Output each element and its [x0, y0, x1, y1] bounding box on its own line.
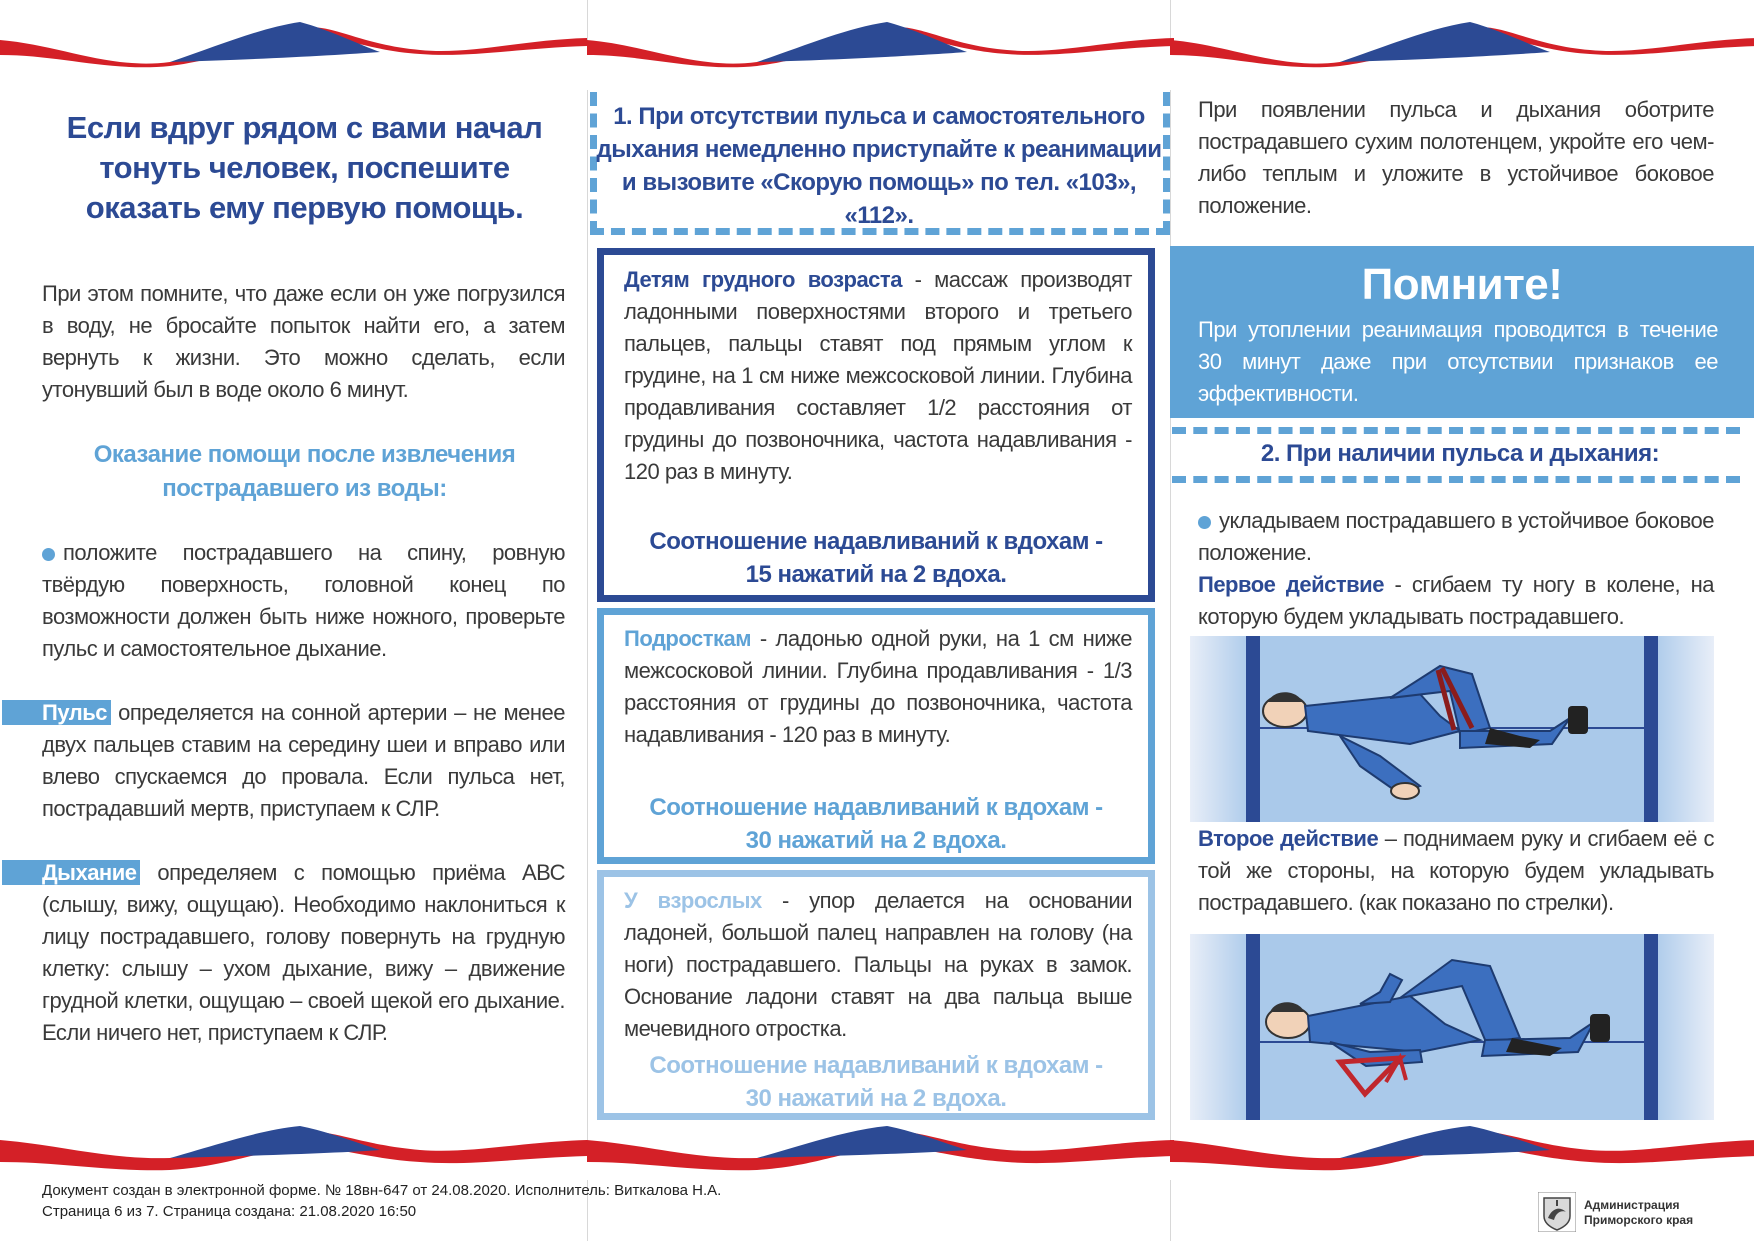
step2-lead: Второе действие — [1198, 826, 1379, 851]
breath-tag: Дыхание — [2, 860, 140, 885]
teens-ratio — [604, 791, 1148, 857]
teens-lead: Подросткам — [624, 626, 752, 651]
adults-lead: У взрослых — [624, 888, 762, 913]
step2-paragraph — [1198, 823, 1714, 919]
adults-paragraph — [624, 885, 1132, 1045]
step2-text: – поднимаем руку и сгибаем её с той же стороны, на которую будем укладывать пострадавшего. (как показано по стрелки). — [1198, 826, 1715, 915]
col1-intro — [42, 278, 565, 406]
top-wave-decoration — [0, 0, 1754, 90]
recovery-position-step1-illustration — [1190, 636, 1714, 822]
footer-line2: Страница 6 из 7. Страница создана: 21.08.2020 16:50 — [42, 1203, 417, 1220]
infants-lead: Детям грудного возраста — [624, 267, 902, 292]
remember-box — [1170, 246, 1754, 418]
teens-ratio-line1: Соотношение надавливаний к вдохам - — [649, 794, 1103, 821]
pulse-text: определяется на сонной артерии – не менее двух пальцев ставим на середину шеи и вправо или влево спускаемся до провала. Если пульса нет, пострадавший мертв, приступаем к СЛР. — [42, 700, 565, 821]
adults-ratio-line2: 30 нажатий на 2 вдоха. — [745, 1085, 1007, 1112]
breath-text: определяем с помощью приёма АВС (слышу, вижу, ощущаю). Необходимо наклониться к лицу пострадавшего, голову повернуть на грудную клетку: слышу – ухом дыхание, вижу – движение грудной клетки, ощущаю – своей щекой его дыхание. Если ничего нет, приступаем к СЛР. — [42, 860, 565, 1045]
col1-intro-text: При этом помните, что даже если он уже погрузился в воду, не бросайте попыток найти его, а затем вернуть к жизни. Это можно сделать, если утонувший был в воде около 6 минут. — [42, 281, 565, 402]
adults-ratio — [604, 1049, 1148, 1115]
infants-paragraph — [624, 264, 1132, 488]
infants-frame — [597, 248, 1155, 602]
infants-ratio — [604, 525, 1148, 591]
breath-paragraph — [42, 857, 565, 1049]
bullet-dot-icon — [42, 548, 55, 561]
teens-paragraph — [624, 623, 1132, 751]
col3-intro — [1198, 94, 1714, 222]
fold-line-2 — [1170, 0, 1171, 1241]
col1-subtitle: Оказание помощи после извлечения пострадавшего из воды: — [93, 441, 516, 502]
infants-ratio-line2: 15 нажатий на 2 вдоха. — [745, 561, 1007, 588]
teens-frame — [597, 608, 1155, 864]
col1-title: Если вдруг рядом с вами начал тонуть человек, поспешите оказать ему первую помощь. — [66, 110, 543, 225]
recovery-position-step2-illustration — [1190, 934, 1714, 1120]
fold-line-1 — [587, 0, 588, 1241]
pulse-tag: Пульс — [2, 700, 111, 725]
teens-text: - ладонью одной руки, на 1 см ниже межсосковой линии. Глубина продавливания - 1/3 расстояния от грудины до позвоночника, частота надавливания - 120 раз в минуту. — [624, 626, 1132, 747]
pulse-paragraph — [42, 697, 565, 825]
remember-text: При утоплении реанимация проводится в течение 30 минут даже при отсутствии признаков ее эффективности. — [1198, 317, 1718, 406]
teens-ratio-line2: 30 нажатий на 2 вдоха. — [745, 827, 1007, 854]
step1-paragraph — [1198, 569, 1714, 633]
col3-bullet-text: укладываем пострадавшего в устойчивое боковое положение. — [1198, 508, 1714, 565]
adults-frame — [597, 870, 1155, 1120]
col2-heading: 1. При отсутствии пульса и самостоятельного дыхания немедленно приступайте к реанимации и вызовите «Скорую помощь» по тел. «103», «112». — [596, 103, 1162, 229]
adults-text: - упор делается на основании ладоней, большой палец направлен на голову (на ноги) пострадавшего. Пальцы на руках в замок. Основание ладони ставят на два пальца выше мечевидного отростка. — [624, 888, 1132, 1041]
infants-ratio-line1: Соотношение надавливаний к вдохам - — [649, 528, 1103, 555]
logo-line1: Администрация — [1584, 1198, 1680, 1212]
logo-line2: Приморского края — [1584, 1213, 1694, 1227]
step1-lead: Первое действие — [1198, 572, 1384, 597]
col3-bullet-paragraph — [1198, 505, 1714, 569]
coat-of-arms-logo-icon — [1538, 1192, 1576, 1232]
bullet-dot-icon — [1198, 516, 1211, 529]
col3-heading: 2. При наличии пульса и дыхания: — [1260, 440, 1660, 467]
col1-bullet-text: положите пострадавшего на спину, ровную твёрдую поверхность, головной конец по возможности должен быть ниже ножного, проверьте пульс и самостоятельное дыхание. — [42, 540, 565, 661]
col1-bullet-paragraph — [42, 537, 565, 665]
document-footer — [42, 1180, 721, 1222]
adults-ratio-line1: Соотношение надавливаний к вдохам - — [649, 1052, 1103, 1079]
remember-title: Помните! — [1361, 260, 1563, 309]
logo-caption — [1584, 1198, 1693, 1228]
footer-line1: Документ создан в электронной форме. № 18вн-647 от 24.08.2020. Исполнитель: Виткалова Н.А. — [42, 1182, 722, 1199]
infants-text: - массаж производят ладонными поверхностями второго и третьего пальцев, пальцы ставят под прямым углом к грудине, на 1 см ниже межсосковой линии. Глубина продавливания составляет 1/2 расстояния от грудины до позвоночника, частота надавливания - 120 раз в минуту. — [624, 267, 1132, 484]
col3-intro-text: При появлении пульса и дыхания оботрите пострадавшего сухим полотенцем, укройте его чем-либо теплым и уложите в устойчивое боковое положение. — [1198, 97, 1714, 218]
step1-text: - сгибаем ту ногу в колене, на которую будем укладывать пострадавшего. — [1198, 572, 1714, 629]
